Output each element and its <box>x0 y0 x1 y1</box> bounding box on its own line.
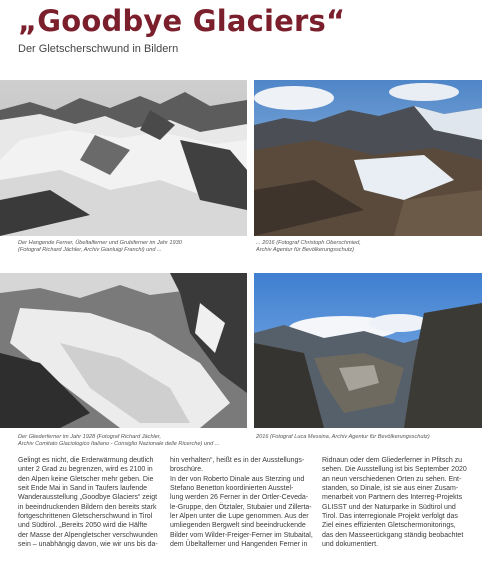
photo-2016-hangender-ferner <box>254 80 482 236</box>
caption-bottom-left <box>18 434 219 449</box>
article-line: broschüre. <box>170 466 204 474</box>
caption-line: Archiv Agentur für Bevölkerungsschutz) <box>256 247 355 254</box>
caption-line: Der Hangende Ferner, Übeltalferner und Grubiferner im Jahr 1930 <box>18 240 182 246</box>
article-line: le-Gruppe, den Ötztaler, Stubaier und Zillerta- <box>170 503 312 511</box>
article-line: und dokumentiert. <box>322 541 379 549</box>
article-line: GLISST und der Naturparke in Südtirol und <box>322 503 456 511</box>
photo-1930-hangender-ferner <box>0 80 247 236</box>
article-line: an neun verschiedenen Orten zu sehen. Ent- <box>322 475 462 483</box>
article-line: der Masse der Alpengletscher verschwunden <box>18 531 158 539</box>
caption-line: ... 2016 (Fotograf Christoph Oberschmied, <box>256 240 361 246</box>
article-line: und Südtirol. „Bereits 2050 wird die Hälfte <box>18 522 148 530</box>
article-column-2 <box>170 456 316 549</box>
article-line: Bilder vom Wilder-Freiger-Ferner im Stubaital, <box>170 531 313 539</box>
photo-1928-gliederferner <box>0 273 247 428</box>
article-line: Wanderausstellung „Goodbye Glaciers“ zeigt <box>18 494 158 502</box>
article-line: standen, so Dinale, ist sie aus einer Zusam- <box>322 485 459 493</box>
article-line: den Alpen keine Gletscher mehr geben. Die <box>18 475 154 483</box>
caption-line: (Fotograf Richard Jächler, Archiv Gianluigi Franchi) und ... <box>18 247 162 254</box>
article-line: in beeindruckenden Bildern den bereits stark <box>18 503 157 511</box>
article-line: In der von Roberto Dinale aus Sterzing und <box>170 475 305 483</box>
article-line: das den Masseerückgang ständig beobachtet <box>322 531 464 539</box>
page-subtitle: Der Gletscherschwund in Bildern <box>18 43 179 55</box>
article-line: Tirol. Das interregionale Projekt verfolgt das <box>322 513 458 521</box>
caption-line: Archiv Comitato Glaciologico Italiano - Consiglio Nazionale delle Ricerche) und ... <box>18 441 220 448</box>
article-column-1 <box>18 456 164 549</box>
caption-line: Der Gliederferner im Jahr 1928 (Fotograf Richard Jächler, <box>18 434 162 440</box>
article-line: ler Alpen unter die Lupe genommen. Aus der <box>170 513 309 521</box>
article-line: Gelingt es nicht, die Erderwärmung deutlich <box>18 457 154 464</box>
article-line: unter 2 Grad zu begrenzen, wird es 2100 in <box>18 466 153 474</box>
article-line: sehen. Die Ausstellung ist bis September 2020 <box>322 466 467 474</box>
article-line: sein – unabhängig davon, wie wir uns bis da- <box>18 541 158 549</box>
article-line: seit Ende Mai in Sand in Taufers laufende <box>18 485 148 493</box>
article-line: Stefano Benetton koordinierten Ausstel- <box>170 485 294 493</box>
page-title: „Goodbye Glaciers“ <box>18 4 346 38</box>
article-line: fortgeschrittenen Gletscherschwund in Tirol <box>18 513 153 521</box>
article-line: Ziel eines effizienten Gletschermonitorings, <box>322 522 456 530</box>
caption-top-left <box>18 240 182 255</box>
article-line: hin verhalten“, heißt es in der Ausstellungs- <box>170 457 305 464</box>
caption-line: 2016 (Fotograf Luca Messina, Archiv Agentur für Bevölkerungsschutz) <box>256 434 430 440</box>
article-line: Ridnaun oder dem Gliederferner in Pfitsch zu <box>322 457 463 464</box>
article-line: menarbeit von Partnern des Interreg-Projekts <box>322 494 463 502</box>
article-line: umliegenden Bergwelt sind beeindruckende <box>170 522 306 530</box>
article-line: dem Übeltalferner und Hangenden Ferner in <box>170 541 308 549</box>
caption-top-right <box>256 240 361 255</box>
photo-2016-gliederferner <box>254 273 482 428</box>
article-line: lung werden 26 Ferner in der Ortler-Ceveda- <box>170 494 309 502</box>
article-column-3 <box>322 456 468 549</box>
caption-bottom-right <box>256 434 430 441</box>
